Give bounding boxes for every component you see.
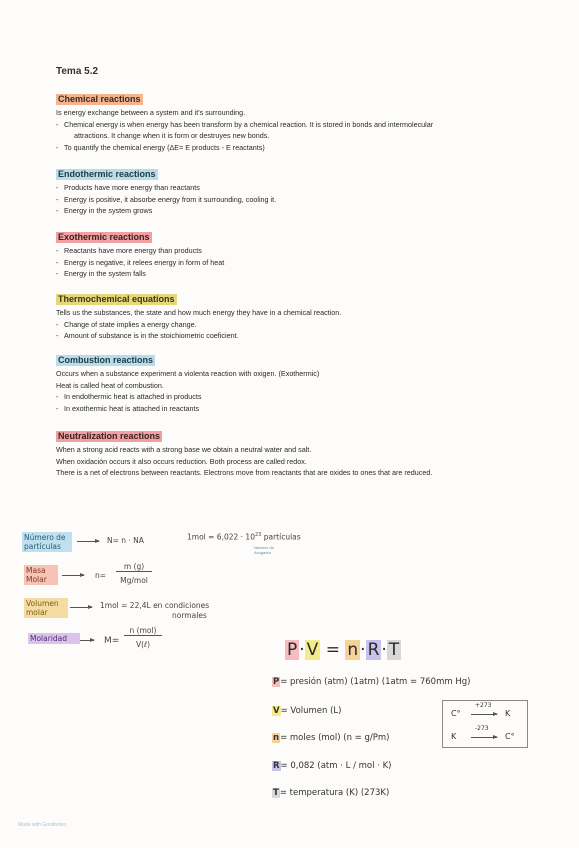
page-title: Tema 5.2 bbox=[56, 66, 99, 77]
endothermic-item: - Energy in the system grows bbox=[56, 205, 526, 216]
conv-row2-op: -273 bbox=[475, 725, 489, 732]
molarity-denominator: V(ℓ) bbox=[135, 640, 151, 649]
symbol-r: R bbox=[273, 761, 280, 771]
thermochemical-item: - Amount of substance is in the stoichiometric coeficient. bbox=[56, 330, 526, 341]
conv-row1-left: C° bbox=[451, 709, 461, 718]
symbol-n: n bbox=[273, 733, 280, 743]
thermochemical-item: - Change of state implies a energy change. bbox=[56, 319, 526, 330]
gas-law-t: T bbox=[388, 640, 400, 660]
heading-endothermic: Endothermic reactions bbox=[58, 169, 156, 179]
gas-law-equals: = bbox=[320, 640, 346, 660]
mass-lhs: n= bbox=[95, 571, 107, 580]
desc-moles: = moles (mol) (n = g/Pm) bbox=[280, 733, 390, 743]
mass-numerator: m (g) bbox=[116, 562, 152, 572]
conv-row2-right: C° bbox=[505, 732, 515, 741]
heading-exothermic: Exothermic reactions bbox=[58, 232, 150, 242]
symbol-p: P bbox=[273, 677, 280, 687]
neutralization-line: When a strong acid reacts with a strong base we obtain a neutral water and salt. bbox=[56, 445, 312, 455]
combustion-item: - In exothermic heat is attached in reactants bbox=[56, 403, 526, 414]
neutralization-line: There is a net of electrons between reactants. Electrons move from reactants that are oxides to ones that are reduced. bbox=[56, 468, 433, 478]
section-endothermic bbox=[56, 169, 526, 217]
combustion-line: Occurs when a substance experiment a violenta reaction with oxigen. (Exothermic) bbox=[56, 369, 320, 379]
arrow-icon bbox=[77, 541, 99, 542]
tag-particles: Número de partículas bbox=[22, 532, 72, 552]
symbol-v: V bbox=[273, 706, 280, 716]
chemical-bullet-1b: attractions. It change when it is form or destruyes new bonds. bbox=[74, 131, 270, 141]
gas-law-v: V bbox=[306, 640, 319, 660]
heading-chemical-reactions: Chemical reactions bbox=[58, 94, 141, 104]
section-combustion bbox=[56, 355, 526, 414]
exothermic-item: - Energy is negative, it relees energy in form of heat bbox=[56, 257, 526, 268]
heading-neutralization: Neutralization reactions bbox=[58, 431, 161, 441]
arrow-icon bbox=[70, 607, 92, 608]
symbol-t: T bbox=[273, 788, 279, 798]
var-volume bbox=[272, 706, 342, 716]
formula-particles: N= n · NA bbox=[107, 536, 144, 545]
arrow-icon bbox=[471, 714, 497, 715]
exothermic-item: - Reactants have more energy than products bbox=[56, 245, 526, 256]
heading-thermochemical: Thermochemical equations bbox=[58, 294, 175, 304]
var-moles bbox=[272, 733, 389, 743]
temperature-conversion-box bbox=[442, 700, 528, 748]
ideal-gas-law bbox=[285, 640, 401, 660]
mol-unit: partículas bbox=[263, 532, 301, 542]
arrow-icon bbox=[62, 575, 84, 576]
desc-gas-constant: = 0,082 (atm · L / mol · K) bbox=[280, 761, 392, 771]
var-pressure bbox=[272, 677, 470, 687]
molarity-lhs: M= bbox=[104, 636, 120, 646]
desc-volume: = Volumen (L) bbox=[280, 706, 342, 716]
tag-molar-volume: Volumen molar bbox=[24, 598, 68, 618]
gas-law-dot: · bbox=[381, 640, 387, 660]
tag-molarity: Molaridad bbox=[28, 633, 80, 644]
volume-formula: 1mol = 22,4L en condiciones bbox=[100, 601, 210, 610]
combustion-line: Heat is called heat of combustion. bbox=[56, 380, 164, 390]
endothermic-item: - Products have more energy than reactants bbox=[56, 182, 526, 193]
neutralization-line: When oxidación occurs it also occurs reduction. Both process are called redox. bbox=[56, 456, 307, 466]
molarity-numerator: n (mol) bbox=[124, 626, 162, 636]
gas-law-dot: · bbox=[360, 640, 366, 660]
goodnotes-watermark: Made with Goodnotes bbox=[18, 822, 67, 828]
gas-law-p: P bbox=[287, 640, 298, 660]
mol-definition-value: 1mol = 6,022 · 10 bbox=[187, 532, 255, 542]
mol-definition bbox=[187, 532, 301, 542]
volume-formula-2: normales bbox=[172, 611, 207, 620]
conv-row1-op: +273 bbox=[475, 702, 492, 709]
section-neutralization bbox=[56, 431, 526, 479]
section-exothermic bbox=[56, 232, 526, 280]
endothermic-item: - Energy is positive, it absorbe energy from it surrounding, cooling it. bbox=[56, 194, 526, 205]
chemical-bullet-1a: - Chemical energy is when energy has been transform by a chemical reaction. It is stored in bonds and intermolecular bbox=[56, 119, 526, 130]
var-gas-constant bbox=[272, 761, 392, 771]
mol-exponent: 23 bbox=[254, 532, 262, 538]
gas-law-dot: · bbox=[299, 640, 305, 660]
desc-pressure: = presión (atm) (1atm) (1atm = 760mm Hg) bbox=[280, 677, 471, 687]
heading-combustion: Combustion reactions bbox=[58, 355, 154, 365]
gas-law-n: n bbox=[347, 640, 359, 660]
chemical-intro: Is energy exchange between a system and it's surrounding. bbox=[56, 108, 246, 118]
var-temperature bbox=[272, 788, 389, 798]
arrow-icon bbox=[471, 737, 497, 738]
section-thermochemical bbox=[56, 294, 526, 342]
chemical-bullet-2: - To quantify the chemical energy (ΔE= E products - E reactants) bbox=[56, 142, 526, 153]
exothermic-item: - Energy in the system falls bbox=[56, 268, 526, 279]
gas-law-r: R bbox=[367, 640, 380, 660]
arrow-icon bbox=[80, 640, 94, 641]
tag-molar-mass: Masa Molar bbox=[24, 565, 58, 585]
conv-row1-right: K bbox=[505, 709, 511, 718]
conv-row2-left: K bbox=[451, 732, 457, 741]
mass-denominator: Mg/mol bbox=[120, 576, 148, 585]
thermochemical-intro: Tells us the substances, the state and how much energy they have in a chemical reaction. bbox=[56, 308, 342, 318]
combustion-item: - In endothermic heat is attached in products bbox=[56, 391, 526, 402]
avogadro-note: Número de Avogadro bbox=[254, 545, 274, 555]
desc-temperature: = temperatura (K) (273K) bbox=[279, 788, 390, 798]
section-chemical-reactions bbox=[56, 94, 526, 153]
